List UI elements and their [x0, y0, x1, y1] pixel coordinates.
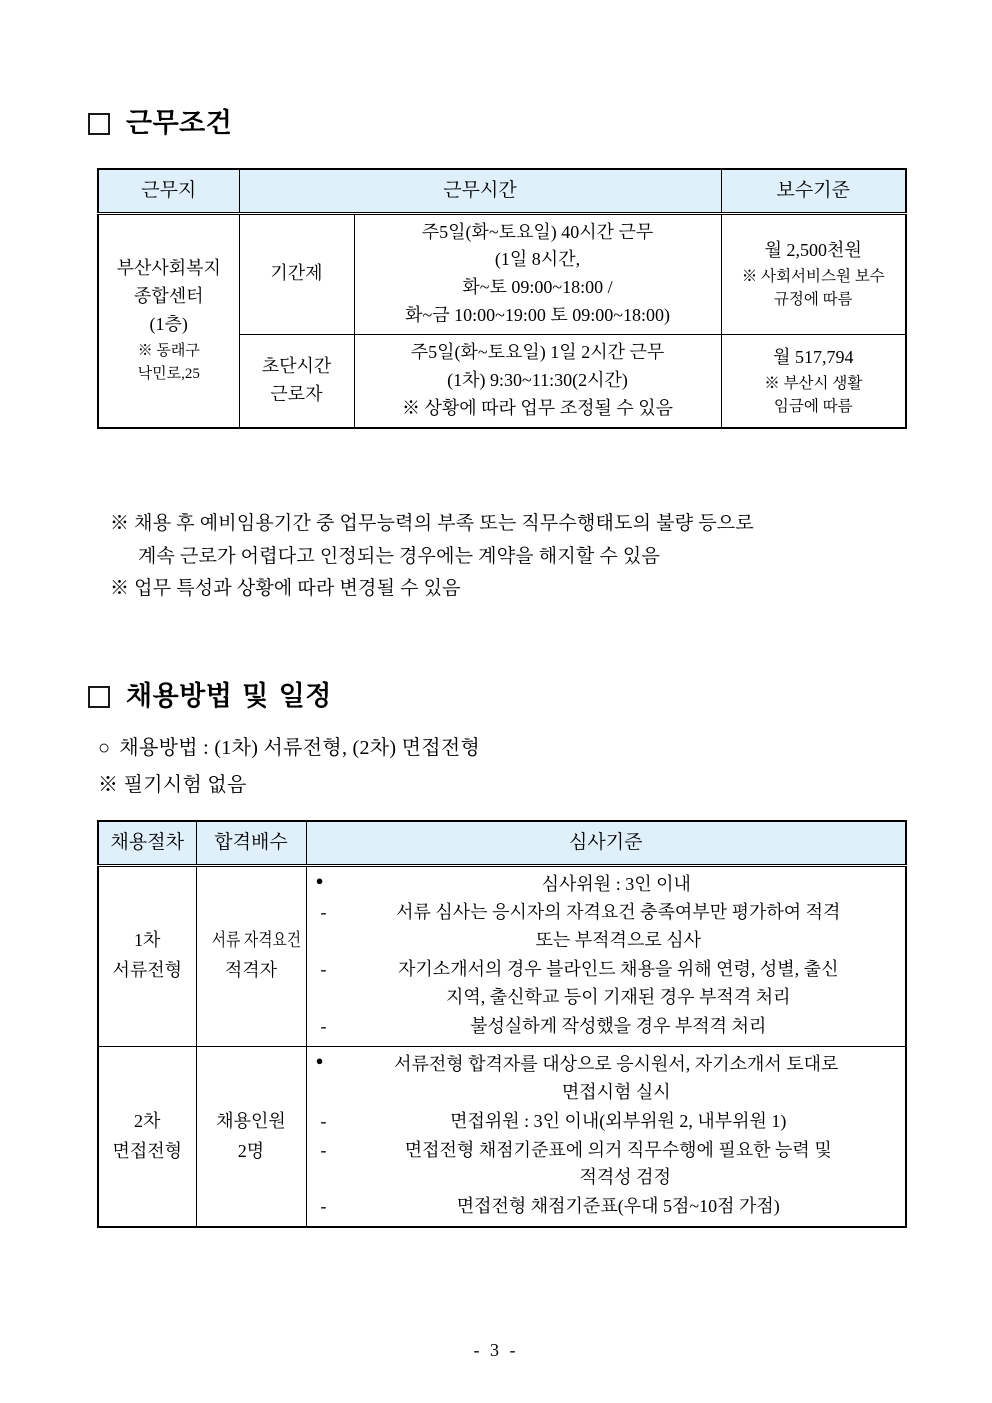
header-pass-ratio: 합격배수 — [196, 821, 306, 865]
section-heading-work-conditions — [88, 110, 232, 137]
section-title-text: 채용방법 및 일정 — [126, 681, 332, 712]
note-line: ※ 업무 특성과 상황에 따라 변경될 수 있음 — [110, 578, 461, 600]
pay-note-line1: ※ 사회서비스원 보수 — [741, 267, 885, 285]
cell-ratio-1 — [196, 865, 306, 1046]
section-heading-recruit-method — [88, 683, 332, 710]
recruitment-process-table — [97, 820, 907, 1228]
cell-step-2 — [98, 1046, 196, 1227]
workplace-line1: 부산사회복지 — [116, 258, 221, 279]
ratio-line2: 2명 — [237, 1140, 265, 1161]
checkbox-icon — [88, 686, 110, 708]
table-header-row — [98, 169, 906, 213]
table-header-row — [98, 821, 906, 865]
cell-workplace — [98, 213, 239, 428]
ratio-line2: 적격자 — [224, 960, 278, 981]
cell-pay-1 — [721, 213, 906, 335]
hours-line: (1일 8시간, — [494, 249, 581, 270]
circle-bullet-icon: ○ — [98, 737, 111, 759]
header-workhours: 근무시간 — [239, 169, 721, 213]
hours-line: 주5일(화~토요일) 40시간 근무 — [421, 221, 654, 242]
criteria-item — [317, 1137, 900, 1193]
dash-icon: - — [320, 1110, 327, 1131]
hours-line: 화~금 10:00~19:00 토 09:00~18:00) — [405, 305, 670, 326]
step-line2: 면접전형 — [112, 1140, 183, 1161]
criteria-item — [313, 1051, 900, 1107]
ratio-line1: 채용인원 — [216, 1110, 286, 1131]
pay-note-line1: ※ 부산시 생활 — [764, 374, 863, 392]
cell-work-hours-2 — [354, 335, 721, 428]
cell-work-hours-1 — [354, 213, 721, 335]
dash-icon: - — [320, 959, 327, 980]
workplace-line2: 종합센터 — [133, 285, 204, 306]
table-row — [98, 213, 906, 335]
header-process-step: 채용절차 — [98, 821, 196, 865]
cell-ratio-2 — [196, 1046, 306, 1227]
criteria-text: 면접전형 채점기준표에 의거 직무수행에 필요한 능력 및 — [404, 1139, 832, 1160]
pay-amount: 월 2,500천원 — [764, 240, 862, 261]
header-workplace: 근무지 — [98, 169, 239, 213]
dash-icon: - — [320, 1015, 327, 1036]
step-line1: 2차 — [134, 1110, 161, 1131]
cell-step-1 — [98, 865, 196, 1046]
header-evaluation-criteria: 심사기준 — [306, 821, 906, 865]
page-number-footer: - 3 - — [473, 1340, 519, 1360]
bullet-icon: ● — [315, 872, 324, 888]
recruit-method-text: 채용방법 : (1차) 서류전형, (2차) 면접전형 — [119, 737, 481, 759]
cell-employment-type-1: 기간제 — [239, 213, 354, 335]
criteria-item — [317, 1108, 900, 1136]
criteria-item — [317, 956, 900, 1012]
criteria-item — [313, 871, 900, 899]
hours-line: 주5일(화~토요일) 1일 2시간 근무 — [410, 342, 665, 363]
table-row — [98, 1046, 906, 1227]
dash-icon: - — [320, 902, 327, 923]
step-line2: 서류전형 — [112, 960, 183, 981]
criteria-item — [317, 1193, 900, 1221]
workplace-note-line2: 낙민로,25 — [137, 366, 200, 383]
criteria-text: 적격성 검정 — [579, 1167, 671, 1188]
criteria-text: 면접시험 실시 — [561, 1081, 671, 1102]
recruit-method-line — [98, 733, 480, 763]
dash-icon: - — [320, 1139, 327, 1160]
hours-line: (1차) 9:30~11:30(2시간) — [447, 369, 628, 390]
cell-criteria-2 — [306, 1046, 906, 1227]
cell-employment-type-2 — [239, 335, 354, 428]
note-line: ※ 채용 후 예비임용기간 중 업무능력의 부족 또는 직무수행태도의 불량 등으로 — [110, 513, 754, 534]
criteria-text: 또는 부적격으로 심사 — [535, 930, 701, 951]
work-conditions-table — [97, 168, 907, 429]
criteria-text: 면접전형 채점기준표(우대 5점~10점 가점) — [456, 1196, 780, 1217]
criteria-text: 서류 심사는 응시자의 자격요건 충족여부만 평가하여 적격 — [396, 902, 841, 923]
section-title-text: 근무조건 — [126, 108, 233, 139]
no-written-exam-line: ※ 필기시험 없음 — [98, 774, 247, 796]
dash-icon: - — [320, 1196, 327, 1217]
note-line-continuation: 계속 근로가 어렵다고 인정되는 경우에는 계약을 해지할 수 있음 — [138, 545, 661, 567]
header-paystandard: 보수기준 — [721, 169, 906, 213]
criteria-text: 지역, 출신학교 등이 기재된 경우 부적격 처리 — [446, 987, 791, 1008]
ratio-line1: 서류 자격요건 — [211, 930, 301, 951]
workplace-line3: (1층) — [149, 313, 188, 334]
criteria-text: 자기소개서의 경우 블라인드 채용을 위해 연령, 성별, 출신 — [398, 959, 839, 980]
pay-note-line2: 임금에 따름 — [773, 397, 853, 415]
hours-line: 화~토 09:00~18:00 / — [462, 277, 613, 298]
criteria-text: 서류전형 합격자를 대상으로 응시원서, 자기소개서 토대로 — [394, 1053, 839, 1074]
criteria-text: 면접위원 : 3인 이내(외부위원 2, 내부위원 1) — [450, 1110, 787, 1131]
work-conditions-notes — [110, 508, 930, 606]
criteria-item — [317, 899, 900, 955]
criteria-text: 불성실하게 작성했을 경우 부적격 처리 — [470, 1015, 767, 1036]
hours-line: ※ 상황에 따라 업무 조정될 수 있음 — [401, 397, 674, 418]
cell-pay-2 — [721, 335, 906, 428]
cell-criteria-1 — [306, 865, 906, 1046]
criteria-item — [317, 1013, 900, 1041]
bullet-icon: ● — [315, 1052, 324, 1068]
type-line2: 근로자 — [270, 383, 323, 404]
workplace-note-line1: ※ 동래구 — [137, 342, 200, 359]
step-line1: 1차 — [134, 930, 161, 951]
criteria-text: 심사위원 : 3인 이내 — [541, 873, 691, 894]
pay-note-line2: 규정에 따름 — [773, 291, 853, 309]
checkbox-icon — [88, 113, 110, 135]
table-row — [98, 865, 906, 1046]
type-line1: 초단시간 — [261, 356, 332, 376]
pay-amount: 월 517,794 — [773, 346, 854, 367]
